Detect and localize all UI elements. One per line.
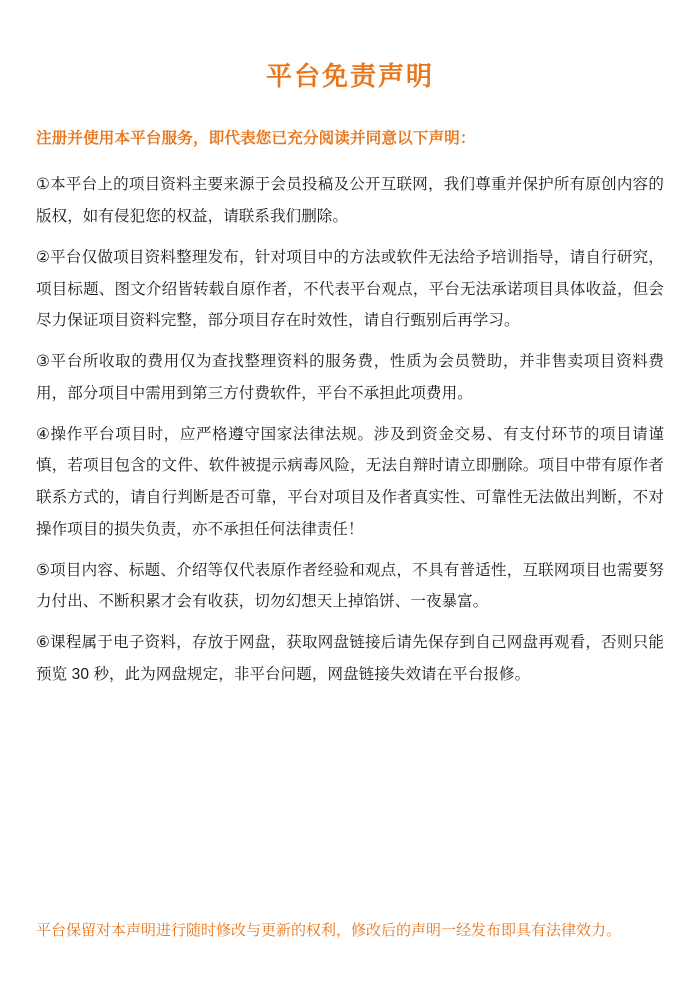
clause-item: ③平台所收取的费用仅为查找整理资料的服务费，性质为会员赞助，并非售卖项目资料费用，部分项目中需用到第三方付费软件，平台不承担此项费用。	[36, 353, 664, 402]
clause-item: ⑤项目内容、标题、介绍等仅代表原作者经验和观点，不具有普适性，互联网项目也需要努力付出、不断积累才会有收获，切勿幻想天上掉馅饼、一夜暴富。	[36, 561, 664, 611]
clause-item: ④操作平台项目时，应严格遵守国家法律法规。涉及到资金交易、有支付环节的项目请谨慎，若项目包含的文件、软件被提示病毒风险，无法自辩时请立即删除。项目中带有原作者联系方式的，请自行判断是否可靠，平台对项目及作者真实性、可靠性无法做出判断，不对操作项目的损失负责，亦不承担任何法律责任！	[36, 425, 664, 538]
footer-note: 平台保留对本声明进行随时修改与更新的权利，修改后的声明一经发布即具有法律效力。	[36, 921, 622, 939]
page-title: 平台免责声明	[265, 61, 434, 91]
clause-item: ②平台仅做项目资料整理发布，针对项目中的方法或软件无法给予培训指导，请自行研究，项目标题、图文介绍皆转载自原作者，不代表平台观点，平台无法承诺项目具体收益，但会尽力保证项目资料完整，部分项目存在时效性，请自行甄别后再学习。	[36, 248, 664, 330]
clause-item: ⑥课程属于电子资料，存放于网盘，获取网盘链接后请先保存到自己网盘再观看，否则只能预览 30 秒，此为网盘规定，非平台问题，网盘链接失效请在平台报修。	[36, 634, 664, 683]
clause-item: ①本平台上的项目资料主要来源于会员投稿及公开互联网，我们尊重并保护所有原创内容的版权，如有侵犯您的权益，请联系我们删除。	[36, 176, 664, 225]
lead-statement: 注册并使用本平台服务，即代表您已充分阅读并同意以下声明：	[36, 129, 476, 147]
clause-list	[36, 169, 664, 916]
